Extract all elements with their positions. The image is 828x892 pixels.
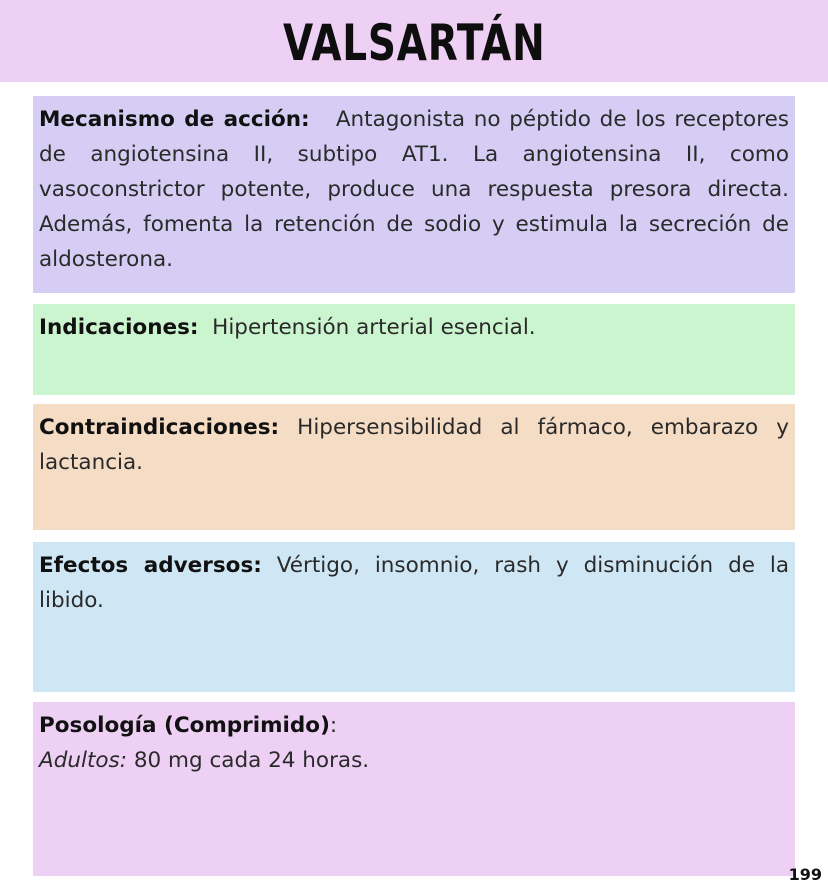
adultos-label: Adultos: xyxy=(39,748,127,773)
contraindicaciones-section xyxy=(33,404,795,530)
contraindicaciones-paragraph xyxy=(39,410,789,480)
mecanismo-label: Mecanismo de acción: xyxy=(39,107,310,132)
efectos-section xyxy=(33,542,795,692)
contraindicaciones-label: Contraindicaciones: xyxy=(39,415,280,440)
indicaciones-label: Indicaciones: xyxy=(39,315,199,340)
posologia-section xyxy=(33,702,795,876)
mecanismo-text: Antagonista no péptido de los receptores de angiotensina II, subtipo AT1. La angiotensina II, como vasoconstrictor potente, produce una respuesta presora directa. Además, fomenta la retención de sodio y estimula la secreción de aldosterona. xyxy=(39,107,789,272)
posologia-adultos xyxy=(39,743,789,778)
indicaciones-paragraph xyxy=(39,310,789,345)
page-number: 199 xyxy=(788,865,822,884)
posologia-heading xyxy=(39,708,789,743)
posologia-colon: : xyxy=(329,713,338,738)
contraindicaciones-text: Hipersensibilidad al fármaco, embarazo y lactancia. xyxy=(39,415,789,475)
page-title: VALSARTÁN xyxy=(282,14,546,72)
indicaciones-section xyxy=(33,304,795,395)
mecanismo-paragraph xyxy=(39,102,789,277)
indicaciones-text: Hipertensión arterial esencial. xyxy=(212,315,536,340)
efectos-paragraph xyxy=(39,548,789,618)
mecanismo-section xyxy=(33,96,795,293)
efectos-label: Efectos adversos: xyxy=(39,553,262,578)
efectos-text: Vértigo, insomnio, rash y disminución de la libido. xyxy=(39,553,790,613)
adultos-text: 80 mg cada 24 horas. xyxy=(133,748,370,773)
title-bar xyxy=(0,0,828,82)
posologia-label: Posología (Comprimido) xyxy=(39,713,330,738)
